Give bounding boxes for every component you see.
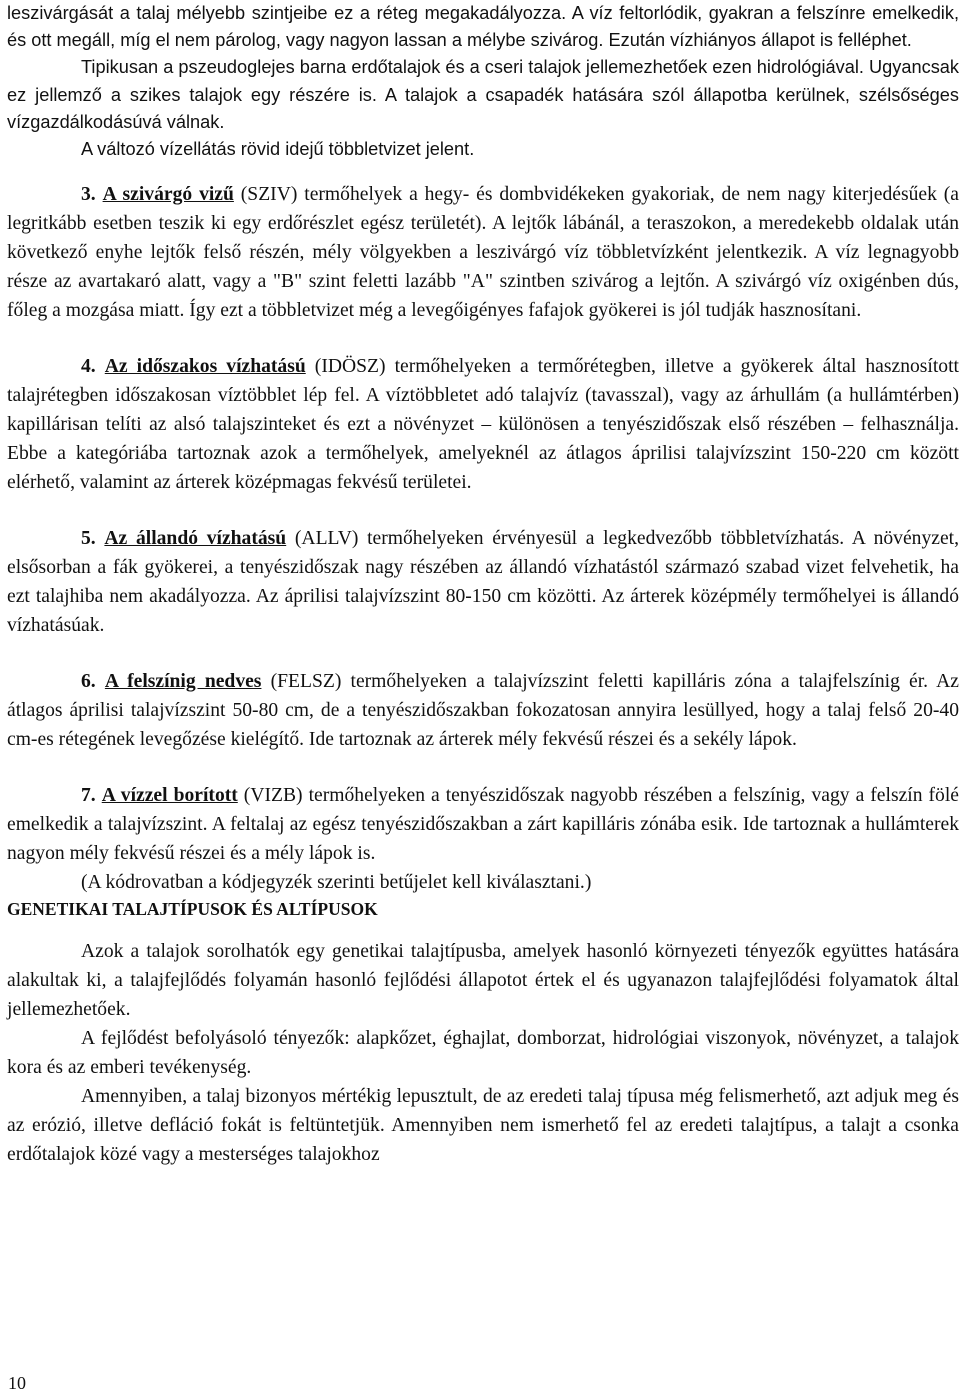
section-szivargo-vizu: [7, 180, 959, 325]
section-number: 7.: [81, 785, 96, 807]
section-number: 4.: [81, 356, 96, 378]
section-term: A vízzel borított: [101, 785, 238, 807]
section-term: Az állandó vízhatású: [104, 528, 287, 550]
section-text: (FELSZ) termőhelyeken a talajvízszint feletti kapilláris zóna a talajfelszínig ér. Az átlagos áprilisi talajvízszint 50-80 cm, de a tenyészidőszakban fokozatosan annyira lesüllyed, hogy a talaj felső 20-40 cm-es rétegének levegőzése kielégítő. Ide tartoznak az árterek mély fekvésű részei és a sekély lápok.: [7, 671, 959, 751]
genetic-paragraph-1: Azok a talajok sorolhatók egy genetikai talajtípusba, amelyek hasonló környezeti tényezők együttes hatására alakultak ki, a talajfejlődés folyamán hasonló fejlődési állapotot értek el és ugyanazon talajfejlődési folyamatok által jellemezhetőek.: [7, 941, 959, 1021]
section-felszinig-nedves: [7, 667, 959, 754]
section-vizzel-boritott: [7, 781, 959, 868]
intro-paragraph-2: Tipikusan a pszeudoglejes barna erdőtalajok és a cseri talajok jellemezhetőek ezen hidrológiával. Ugyancsak ez jellemző a szikes talajok egy részére is. A talajok a csapadék hatására szól állapotba kerülnek, szélsőséges vízgazdálkodásúvá válnak.: [7, 57, 959, 132]
section-term: A szivárgó vizű: [102, 184, 234, 206]
section-text: (ALLV) termőhelyeken érvényesül a legkedvezőbb többletvízhatás. A növényzet, elsősorban a fák gyökerei, a tenyészidőszak nagy részében az állandó vízhatástól származó szabad vizet felvehetik, ha ezt talajhiba nem akadályozza. Az áprilisi talajvízszint 80-150 cm közötti. Az árterek középmély termőhelyei is állandó vízhatásúak.: [7, 528, 959, 637]
intro-paragraph-1: leszivárgását a talaj mélyebb szintjeibe ez a réteg megakadályozza. A víz feltorlódik, gyakran a felszínre emelkedik, és ott megáll, míg el nem párolog, vagy nagyon lassan a mélybe szivárog. Ezután vízhiányos állapot is felléphet.: [7, 3, 959, 51]
intro-paragraph-3: A változó vízellátás rövid idejű többletvizet jelent.: [81, 139, 475, 160]
section-term: Az időszakos vízhatású: [104, 356, 306, 378]
code-note: (A kódrovatban a kódjegyzék szerinti betűjelet kell kiválasztani.): [81, 872, 592, 894]
section-text: (VIZB) termőhelyeken a tenyészidőszak nagyobb részében a felszínig, vagy a felszín fölé emelkedik a talajvízszint. A feltalaj az egész tenyészidőszakban a zárt kapilláris zónába esik. Ide tartoznak a hullámterek nagyon mély fekvésű részei és a mély lápok is.: [7, 785, 959, 865]
section-number: 5.: [81, 528, 96, 550]
genetic-paragraph-3: Amennyiben, a talaj bizonyos mértékig lepusztult, de az eredeti talaj típusa még felismerhető, azt adjuk meg és az erózió, illetve defláció fokát is feltüntetjük. Amennyiben nem ismerhető fel az eredeti talajtípus, a talajt a csonka erdőtalajok közé vagy a mesterséges talajokhoz: [7, 1086, 959, 1166]
section-text: (SZIV) termőhelyek a hegy- és dombvidékeken gyakoriak, de nem nagy kiterjedésűek (a legritkább esetben teszik ki egy erdőrészlet egész területét). A lejtők lábánál, a teraszokon, a meredekebb oldalak után következő enyhe lejtők felső részén, mély völgyekben a leszivárgó víz többletvízként jelentkezik. A víz legnagyobb része az avartakaró alatt, vagy a "B" szint feletti lazább "A" szintben szivárog a lejtőn. A szivárgó víz oxigénben dús, főleg a mozgása miatt. Így ezt a többletvizet még a levegőigényes fafajok gyökerei is jól tudják hasznosítani.: [7, 184, 959, 322]
document-page: [7, 0, 959, 1169]
section-term: A felszínig nedves: [104, 671, 262, 693]
genetic-paragraph-2: A fejlődést befolyásoló tényezők: alapkőzet, éghajlat, domborzat, hidrológiai viszonyok, növényzet, a talajok kora és az emberi tevékenység.: [7, 1028, 959, 1079]
section-allando-vizhatasu: [7, 524, 959, 640]
section-heading: GENETIKAI TALAJTÍPUSOK ÉS ALTÍPUSOK: [7, 899, 378, 920]
section-text: (IDÖSZ) termőhelyeken a termőrétegben, illetve a gyökerek által hasznosított talajrétegben időszakosan víztöbblet lép fel. A víztöbbletet adó talajvíz (tavasszal), vagy az árhullám (a hullámtérben) kapillárisan telíti az alsó talajszinteket és ezt a növényzet – különösen a tenyészidőszak első részében – felhasználja. Ebbe a kategóriába tartoznak azok a termőhelyek, amelyeknél az átlagos áprilisi talajvízszint 150-220 cm között elérhető, valamint az árterek középmagas fekvésű területei.: [7, 356, 959, 494]
section-number: 3.: [81, 184, 96, 206]
page-number: 10: [8, 1373, 26, 1393]
section-idoszakos-vizhatasu: [7, 352, 959, 497]
section-number: 6.: [81, 671, 96, 693]
